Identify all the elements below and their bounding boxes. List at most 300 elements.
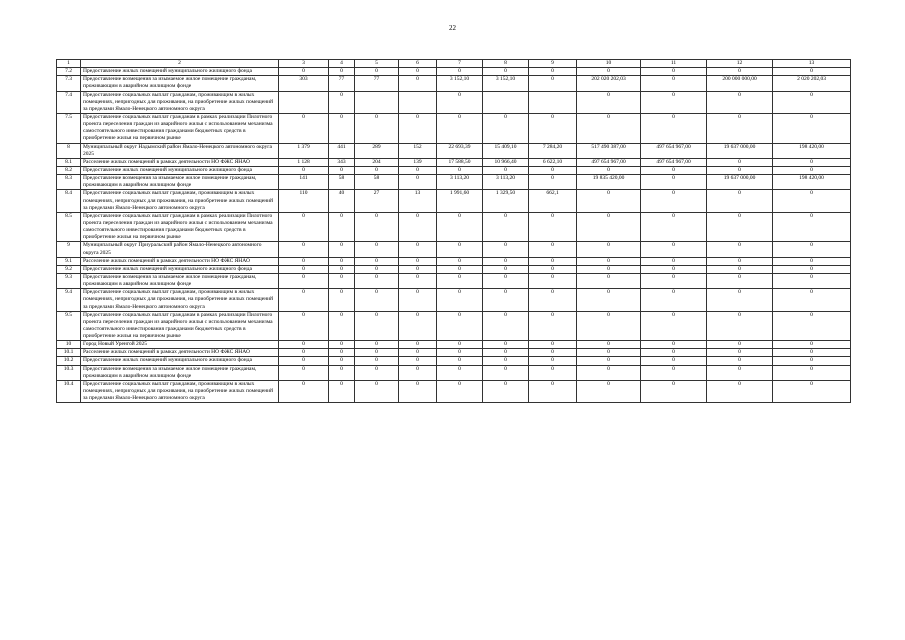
value-cell: 141: [279, 175, 329, 190]
value-cell: 0: [329, 257, 355, 265]
value-cell: 0: [437, 242, 483, 257]
row-name-cell: Предоставление социальных выплат гражданам в рамках реализации Пилотного проекта переселения граждан из аварийного жилья с использованием механизма самостоятельного инвестирования гражданами бюджетных средств в приобретение жилья на первичном рынке: [81, 113, 279, 143]
value-cell: 0: [641, 273, 707, 288]
value-cell: 0: [399, 212, 437, 242]
value-cell: 0: [483, 68, 529, 76]
value-cell: 0: [355, 68, 399, 76]
value-cell: 1 379: [279, 143, 329, 158]
value-cell: 0: [577, 190, 641, 212]
value-cell: 0: [437, 365, 483, 380]
value-cell: 0: [329, 91, 355, 113]
value-cell: 517 490 387,00: [577, 143, 641, 158]
row-name-cell: Предоставление возмещения за изымаемое жилое помещение гражданам, проживающим в аварийном жилищном фонде: [81, 76, 279, 91]
value-cell: 0: [355, 273, 399, 288]
table-row: [57, 166, 851, 174]
value-cell: 0: [355, 341, 399, 349]
value-cell: 0: [355, 380, 399, 402]
value-cell: 0: [437, 265, 483, 273]
value-cell: 0: [329, 265, 355, 273]
value-cell: 0: [355, 257, 399, 265]
value-cell: 0: [355, 265, 399, 273]
row-name-cell: Муниципальный округ Приуральский район Ямало-Ненецкого автономного округа 2025: [81, 242, 279, 257]
value-cell: 0: [529, 212, 577, 242]
value-cell: 58: [355, 175, 399, 190]
value-cell: 0: [707, 265, 773, 273]
row-name-cell: Предоставление возмещения за изымаемое жилое помещение гражданам, проживающим в аварийном жилищном фонде: [81, 365, 279, 380]
table-row: [57, 349, 851, 357]
column-header: 11: [641, 60, 707, 68]
value-cell: 0: [483, 289, 529, 311]
row-number-cell: 7.4: [57, 91, 81, 113]
table-row: [57, 380, 851, 402]
value-cell: 0: [483, 349, 529, 357]
row-name-cell: Расселение жилых помещений в рамках деятельности НО ФЖС ЯНАО: [81, 257, 279, 265]
value-cell: [355, 91, 399, 113]
row-number-cell: 8.3: [57, 175, 81, 190]
row-number-cell: 7.2: [57, 68, 81, 76]
value-cell: 0: [577, 380, 641, 402]
value-cell: 3 113,20: [437, 175, 483, 190]
value-cell: 0: [707, 273, 773, 288]
value-cell: 0: [355, 212, 399, 242]
value-cell: 0: [329, 341, 355, 349]
value-cell: 19 637 000,00: [707, 143, 773, 158]
value-cell: 0: [641, 91, 707, 113]
value-cell: 0: [279, 242, 329, 257]
column-header: 12: [707, 60, 773, 68]
value-cell: 139: [399, 158, 437, 166]
value-cell: 0: [279, 380, 329, 402]
value-cell: 0: [437, 341, 483, 349]
value-cell: 303: [279, 76, 329, 91]
value-cell: 0: [707, 257, 773, 265]
value-cell: 0: [355, 349, 399, 357]
value-cell: 0: [437, 166, 483, 174]
value-cell: 3 152,10: [437, 76, 483, 91]
row-name-cell: Предоставление социальных выплат гражданам, проживающим в жилых помещениях, непригодных для проживания, на приобретение жилых помещений за пределами Ямало-Ненецкого автономного округа: [81, 91, 279, 113]
table-row: [57, 341, 851, 349]
value-cell: 0: [641, 349, 707, 357]
value-cell: 0: [773, 190, 851, 212]
column-header: 7: [437, 60, 483, 68]
value-cell: 0: [577, 257, 641, 265]
row-number-cell: 9: [57, 242, 81, 257]
value-cell: 202 020 202,03: [577, 76, 641, 91]
value-cell: 0: [483, 265, 529, 273]
value-cell: 0: [641, 166, 707, 174]
value-cell: 0: [355, 242, 399, 257]
value-cell: 0: [355, 311, 399, 341]
row-number-cell: 8.1: [57, 158, 81, 166]
value-cell: 0: [399, 166, 437, 174]
value-cell: 0: [577, 273, 641, 288]
value-cell: 27: [355, 190, 399, 212]
value-cell: 0: [399, 265, 437, 273]
value-cell: 0: [641, 113, 707, 143]
value-cell: 40: [329, 190, 355, 212]
value-cell: 0: [279, 357, 329, 365]
value-cell: 0: [707, 68, 773, 76]
table-row: [57, 265, 851, 273]
value-cell: 0: [529, 289, 577, 311]
value-cell: 0: [529, 380, 577, 402]
value-cell: 0: [529, 265, 577, 273]
value-cell: 441: [329, 143, 355, 158]
row-number-cell: 9.3: [57, 273, 81, 288]
value-cell: 0: [641, 76, 707, 91]
value-cell: 0: [329, 289, 355, 311]
row-number-cell: 8: [57, 143, 81, 158]
value-cell: 0: [577, 357, 641, 365]
value-cell: 19 637 000,00: [707, 175, 773, 190]
value-cell: [399, 91, 437, 113]
value-cell: 0: [773, 158, 851, 166]
value-cell: 497 654 967,00: [641, 158, 707, 166]
value-cell: 0: [437, 289, 483, 311]
row-name-cell: Город Новый Уренгой 2025: [81, 341, 279, 349]
value-cell: 1 991,60: [437, 190, 483, 212]
value-cell: 0: [707, 212, 773, 242]
column-header: 13: [773, 60, 851, 68]
row-name-cell: Предоставление социальных выплат гражданам, проживающим в жилых помещениях, непригодных для проживания, на приобретение жилых помещений за пределами Ямало-Ненецкого автономного округа: [81, 289, 279, 311]
value-cell: 0: [399, 365, 437, 380]
row-number-cell: 9.2: [57, 265, 81, 273]
value-cell: 0: [641, 190, 707, 212]
value-cell: 0: [279, 349, 329, 357]
row-number-cell: 10.4: [57, 380, 81, 402]
column-header: 2: [81, 60, 279, 68]
value-cell: 0: [355, 166, 399, 174]
value-cell: 0: [399, 257, 437, 265]
value-cell: 0: [773, 68, 851, 76]
value-cell: 0: [437, 91, 483, 113]
row-number-cell: 7.3: [57, 76, 81, 91]
value-cell: 0: [483, 311, 529, 341]
value-cell: 0: [773, 212, 851, 242]
value-cell: 0: [773, 289, 851, 311]
value-cell: 0: [707, 242, 773, 257]
value-cell: 0: [399, 349, 437, 357]
column-header: 9: [529, 60, 577, 68]
column-header: 6: [399, 60, 437, 68]
table-row: [57, 143, 851, 158]
value-cell: 0: [279, 68, 329, 76]
value-cell: 0: [641, 357, 707, 365]
value-cell: 0: [529, 365, 577, 380]
row-number-cell: 8.4: [57, 190, 81, 212]
value-cell: 0: [437, 113, 483, 143]
value-cell: 0: [577, 113, 641, 143]
row-name-cell: Предоставление социальных выплат гражданам, проживающим в жилых помещениях, непригодных для проживания, на приобретение жилых помещений за пределами Ямало-Ненецкого автономного округа: [81, 190, 279, 212]
value-cell: 13: [399, 190, 437, 212]
row-name-cell: Предоставление жилых помещений муниципального жилищного фонда: [81, 68, 279, 76]
value-cell: 0: [707, 113, 773, 143]
row-name-cell: Предоставление социальных выплат гражданам в рамках реализации Пилотного проекта переселения граждан из аварийного жилья с использованием механизма самостоятельного инвестирования гражданами бюджетных средств в приобретение жилья на первичном рынке: [81, 212, 279, 242]
column-header: 5: [355, 60, 399, 68]
table-header: [57, 60, 851, 68]
table-row: [57, 365, 851, 380]
value-cell: 1 329,50: [483, 190, 529, 212]
value-cell: 0: [329, 311, 355, 341]
table-row: [57, 242, 851, 257]
value-cell: 0: [483, 212, 529, 242]
value-cell: 0: [483, 113, 529, 143]
value-cell: 0: [483, 380, 529, 402]
value-cell: 0: [279, 273, 329, 288]
value-cell: 289: [355, 143, 399, 158]
value-cell: 0: [279, 311, 329, 341]
value-cell: 0: [707, 311, 773, 341]
value-cell: 0: [641, 212, 707, 242]
value-cell: 0: [529, 175, 577, 190]
value-cell: 0: [279, 341, 329, 349]
value-cell: 0: [437, 257, 483, 265]
value-cell: 0: [279, 212, 329, 242]
value-cell: 0: [707, 190, 773, 212]
value-cell: 0: [355, 113, 399, 143]
value-cell: 6 622,10: [529, 158, 577, 166]
value-cell: 58: [329, 175, 355, 190]
value-cell: 0: [529, 357, 577, 365]
value-cell: 0: [399, 175, 437, 190]
value-cell: 0: [437, 212, 483, 242]
value-cell: 0: [577, 349, 641, 357]
value-cell: 0: [329, 349, 355, 357]
value-cell: 0: [773, 365, 851, 380]
value-cell: 0: [399, 311, 437, 341]
row-number-cell: 10: [57, 341, 81, 349]
value-cell: 0: [707, 380, 773, 402]
value-cell: 0: [577, 166, 641, 174]
value-cell: 0: [577, 68, 641, 76]
value-cell: 0: [529, 68, 577, 76]
table-row: [57, 273, 851, 288]
row-name-cell: Предоставление социальных выплат гражданам, проживающим в жилых помещениях, непригодных для проживания, на приобретение жилых помещений за пределами Ямало-Ненецкого автономного округа: [81, 380, 279, 402]
value-cell: 0: [329, 242, 355, 257]
value-cell: 0: [707, 158, 773, 166]
value-cell: 7 284,20: [529, 143, 577, 158]
table-row: [57, 113, 851, 143]
value-cell: 0: [707, 349, 773, 357]
value-cell: 0: [483, 242, 529, 257]
value-cell: 0: [529, 113, 577, 143]
value-cell: 0: [577, 341, 641, 349]
value-cell: 0: [399, 242, 437, 257]
row-name-cell: Муниципальный округ Надымский район Ямало-Ненецкого автономного округа 2025: [81, 143, 279, 158]
value-cell: 0: [483, 365, 529, 380]
value-cell: 0: [399, 76, 437, 91]
row-number-cell: 10.2: [57, 357, 81, 365]
value-cell: 0: [641, 68, 707, 76]
column-header: 1: [57, 60, 81, 68]
value-cell: 0: [707, 365, 773, 380]
table-row: [57, 212, 851, 242]
value-cell: 0: [773, 341, 851, 349]
value-cell: 10 966,40: [483, 158, 529, 166]
table-row: [57, 257, 851, 265]
row-number-cell: 7.5: [57, 113, 81, 143]
value-cell: 0: [437, 311, 483, 341]
value-cell: 0: [577, 91, 641, 113]
value-cell: 0: [707, 91, 773, 113]
value-cell: 152: [399, 143, 437, 158]
value-cell: 0: [329, 357, 355, 365]
row-number-cell: 9.5: [57, 311, 81, 341]
row-name-cell: Предоставление жилых помещений муниципального жилищного фонда: [81, 166, 279, 174]
value-cell: 2 020 202,03: [773, 76, 851, 91]
value-cell: 0: [399, 273, 437, 288]
value-cell: 198 420,00: [773, 143, 851, 158]
value-cell: 0: [773, 273, 851, 288]
value-cell: 0: [399, 357, 437, 365]
value-cell: 22 693,39: [437, 143, 483, 158]
table-row: [57, 289, 851, 311]
value-cell: 0: [329, 365, 355, 380]
value-cell: 0: [577, 265, 641, 273]
value-cell: 0: [529, 76, 577, 91]
value-cell: 0: [773, 91, 851, 113]
value-cell: [279, 91, 329, 113]
value-cell: 0: [641, 257, 707, 265]
row-name-cell: Предоставление жилых помещений муниципального жилищного фонда: [81, 265, 279, 273]
value-cell: 0: [577, 311, 641, 341]
value-cell: 0: [399, 380, 437, 402]
value-cell: 0: [399, 68, 437, 76]
value-cell: 19 835 420,00: [577, 175, 641, 190]
value-cell: 0: [529, 242, 577, 257]
value-cell: 198 420,00: [773, 175, 851, 190]
value-cell: 0: [529, 273, 577, 288]
value-cell: 0: [437, 349, 483, 357]
value-cell: 0: [279, 257, 329, 265]
value-cell: [529, 91, 577, 113]
value-cell: 0: [279, 166, 329, 174]
value-cell: 0: [773, 257, 851, 265]
value-cell: 0: [641, 311, 707, 341]
value-cell: 0: [773, 349, 851, 357]
header-row: [57, 60, 851, 68]
table-body: [57, 68, 851, 403]
value-cell: 200 000 000,00: [707, 76, 773, 91]
value-cell: 0: [773, 380, 851, 402]
value-cell: 0: [483, 341, 529, 349]
value-cell: 0: [641, 242, 707, 257]
value-cell: 0: [577, 365, 641, 380]
column-header: 8: [483, 60, 529, 68]
value-cell: 0: [355, 365, 399, 380]
value-cell: 0: [329, 212, 355, 242]
column-header: 3: [279, 60, 329, 68]
value-cell: 0: [773, 265, 851, 273]
value-cell: 0: [529, 349, 577, 357]
value-cell: 0: [773, 242, 851, 257]
value-cell: 77: [355, 76, 399, 91]
value-cell: 17 588,50: [437, 158, 483, 166]
value-cell: 0: [577, 212, 641, 242]
value-cell: 0: [529, 166, 577, 174]
value-cell: 3 152,10: [483, 76, 529, 91]
value-cell: 0: [773, 113, 851, 143]
value-cell: 0: [707, 166, 773, 174]
value-cell: 0: [399, 289, 437, 311]
value-cell: 0: [529, 311, 577, 341]
value-cell: 3 113,20: [483, 175, 529, 190]
page-number: 22: [449, 24, 456, 32]
value-cell: 0: [707, 289, 773, 311]
value-cell: 0: [399, 113, 437, 143]
value-cell: 0: [279, 289, 329, 311]
value-cell: 0: [279, 365, 329, 380]
value-cell: 0: [329, 166, 355, 174]
value-cell: 110: [279, 190, 329, 212]
value-cell: 77: [329, 76, 355, 91]
row-number-cell: 9.4: [57, 289, 81, 311]
value-cell: 497 654 967,00: [641, 143, 707, 158]
value-cell: 0: [399, 341, 437, 349]
value-cell: 0: [641, 289, 707, 311]
value-cell: 0: [483, 273, 529, 288]
value-cell: 0: [437, 357, 483, 365]
row-name-cell: Предоставление возмещения за изымаемое жилое помещение гражданам, проживающим в аварийном жилищном фонде: [81, 175, 279, 190]
value-cell: 0: [529, 257, 577, 265]
value-cell: 0: [483, 357, 529, 365]
data-table: [56, 59, 851, 403]
row-number-cell: 8.5: [57, 212, 81, 242]
table-row: [57, 76, 851, 91]
value-cell: 0: [773, 166, 851, 174]
value-cell: 0: [329, 380, 355, 402]
row-number-cell: 10.1: [57, 349, 81, 357]
value-cell: 497 654 967,00: [577, 158, 641, 166]
value-cell: 0: [641, 265, 707, 273]
value-cell: 0: [529, 341, 577, 349]
table-row: [57, 357, 851, 365]
value-cell: 0: [577, 289, 641, 311]
row-name-cell: Предоставление жилых помещений муниципального жилищного фонда: [81, 357, 279, 365]
value-cell: 0: [329, 68, 355, 76]
value-cell: 0: [707, 341, 773, 349]
column-header: 4: [329, 60, 355, 68]
value-cell: 0: [641, 341, 707, 349]
value-cell: 15 409,10: [483, 143, 529, 158]
table-row: [57, 190, 851, 212]
row-name-cell: Расселение жилых помещений в рамках деятельности НО ФЖС ЯНАО: [81, 158, 279, 166]
value-cell: 0: [329, 273, 355, 288]
row-name-cell: Расселение жилых помещений в рамках деятельности НО ФЖС ЯНАО: [81, 349, 279, 357]
row-number-cell: 8.2: [57, 166, 81, 174]
row-number-cell: 9.1: [57, 257, 81, 265]
value-cell: 0: [355, 289, 399, 311]
value-cell: 0: [641, 175, 707, 190]
value-cell: 0: [437, 380, 483, 402]
row-name-cell: Предоставление социальных выплат гражданам в рамках реализации Пилотного проекта переселения граждан из аварийного жилья с использованием механизма самостоятельного инвестирования гражданами бюджетных средств в приобретение жилья на первичном рынке: [81, 311, 279, 341]
table-row: [57, 158, 851, 166]
table-row: [57, 91, 851, 113]
value-cell: 204: [355, 158, 399, 166]
row-name-cell: Предоставление возмещения за изымаемое жилое помещение гражданам, проживающим в аварийном жилищном фонде: [81, 273, 279, 288]
value-cell: 0: [707, 357, 773, 365]
value-cell: 0: [641, 380, 707, 402]
value-cell: 0: [483, 166, 529, 174]
value-cell: 662,1: [529, 190, 577, 212]
value-cell: [483, 91, 529, 113]
value-cell: 0: [437, 273, 483, 288]
value-cell: 0: [329, 113, 355, 143]
table-row: [57, 175, 851, 190]
value-cell: 0: [355, 357, 399, 365]
table-row: [57, 68, 851, 76]
value-cell: 0: [279, 265, 329, 273]
